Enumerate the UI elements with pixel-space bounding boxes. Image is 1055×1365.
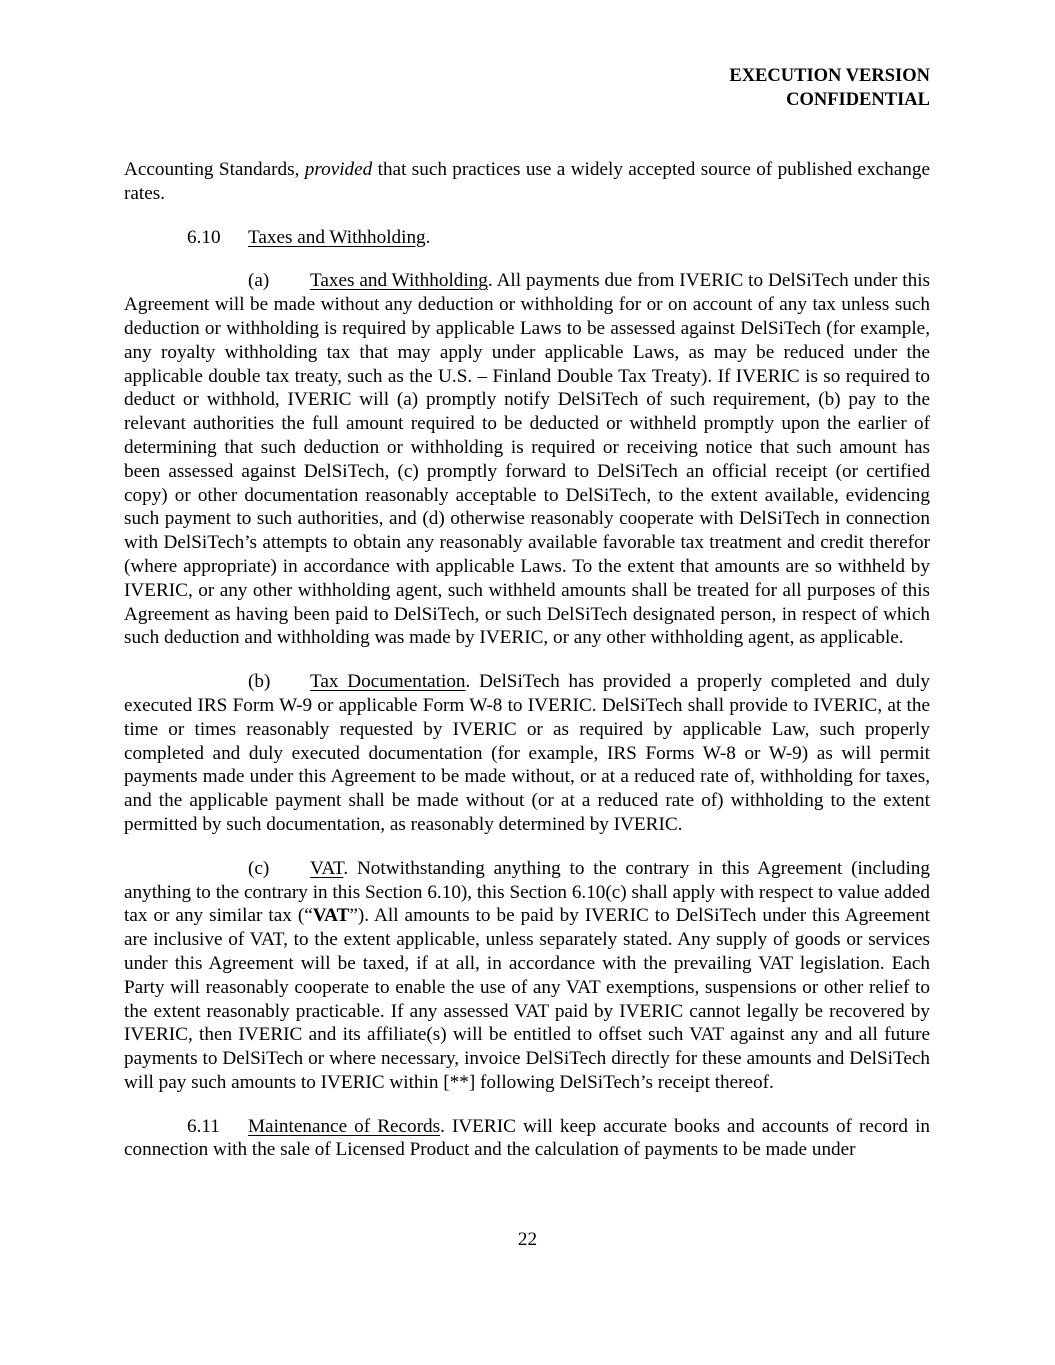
intro-text-after: that such practices use a widely accepted source of published exchange rates. bbox=[124, 159, 930, 204]
vat-defined-term: VAT bbox=[312, 905, 350, 927]
confidential-label: CONFIDENTIAL bbox=[786, 90, 930, 110]
subsection-text: . All payments due from IVERIC to DelSiTech under this Agreement will be made without any deduction or withholding for or on account of any tax unless such deduction or withholding is required by applicable Laws to be assessed against DelSiTech (for example, any royalty withholding tax that may apply under applicable Laws, as may be reduced under the applicable double tax treaty, such as the U.S. – Finland Double Tax Treaty). If IVERIC is so required to deduct or withhold, IVERIC will (a) promptly notify DelSiTech of such requirement, (b) pay to the relevant authorities the full amount required to be deducted or withheld promptly upon the earlier of determining that such deduction or withholding is required or receiving notice that such amount has been assessed against DelSiTech, (c) promptly forward to DelSiTech an official receipt (or certified copy) or other documentation reasonably acceptable to DelSiTech, to the extent available, evidencing such payment to such authorities, and (d) otherwise reasonably cooperate with DelSiTech in connection with DelSiTech’s attempts to obtain any reasonably available favorable tax treatment and credit therefor (where appropriate) in accordance with applicable Laws. To the extent that amounts are so withheld by IVERIC, or any other withholding agent, such withheld amounts shall be treated for all purposes of this Agreement as having been paid to DelSiTech, or such DelSiTech designated person, in respect of which such deduction and withholding was made by IVERIC, or any other withholding agent, as applicable. bbox=[124, 270, 930, 649]
subsection-text: . DelSiTech has provided a properly completed and duly executed IRS Form W-9 or applicable Form W-8 to IVERIC. DelSiTech shall provide to IVERIC, at the time or times reasonably requested by IVERIC or as required by applicable Law, such properly completed and duly executed documentation (for example, IRS Forms W-8 or W-9) as will permit payments made under this Agreement to be made without, or at a reduced rate of, withholding for taxes, and the applicable payment shall be made without (or at a reduced rate of) withholding to the extent permitted by such documentation, as reasonably determined by IVERIC. bbox=[124, 671, 930, 835]
section-text: . IVERIC will keep accurate books and accounts of record in connection with the sale of Licensed Product and the calculation of payments to be made under bbox=[124, 1115, 930, 1161]
subsection-b-paragraph bbox=[124, 670, 930, 837]
section-6-11-paragraph bbox=[124, 1115, 930, 1163]
subsection-text-after: ”). All amounts to be paid by IVERIC to DelSiTech under this Agreement are inclusive of VAT, to the extent applicable, unless separately stated. Any supply of goods or services under this Agreement will be taxed, if at all, in accordance with the prevailing VAT legislation. Each Party will reasonably cooperate to enable the use of any VAT exemptions, suspensions or other relief to the extent reasonably practicable. If any assessed VAT paid by IVERIC cannot legally be recovered by IVERIC, then IVERIC and its affiliate(s) will be entitled to offset such VAT against any and all future payments to DelSiTech or where necessary, invoice DelSiTech directly for these amounts and DelSiTech will pay such amounts to IVERIC within [**] following DelSiTech’s receipt thereof. bbox=[124, 905, 930, 1093]
subsection-label: (c) bbox=[248, 857, 270, 879]
document-body bbox=[124, 158, 930, 1182]
subsection-c-paragraph bbox=[124, 857, 930, 1095]
subsection-text-before: . Notwithstanding anything to the contrary in this Agreement (including anything to the contrary in this Section 6.10), this Section 6.10(c) shall apply with respect to value added tax or any similar tax (“ bbox=[124, 857, 930, 927]
page-number: 22 bbox=[517, 1229, 538, 1250]
section-number: 6.10 bbox=[187, 226, 221, 248]
intro-italic: provided bbox=[304, 159, 373, 180]
subsection-title: VAT bbox=[310, 857, 344, 879]
subsection-label: (b) bbox=[248, 671, 271, 693]
section-title-suffix: . bbox=[425, 226, 431, 248]
intro-text-before: Accounting Standards, bbox=[124, 159, 305, 180]
subsection-title: Taxes and Withholding bbox=[310, 270, 488, 292]
page-header bbox=[729, 64, 930, 112]
subsection-label: (a) bbox=[248, 270, 270, 292]
section-6-10-heading bbox=[187, 226, 930, 250]
intro-paragraph bbox=[124, 158, 930, 206]
subsection-a-paragraph bbox=[124, 269, 930, 650]
section-title: Taxes and Withholding bbox=[248, 226, 426, 248]
execution-version-label: EXECUTION VERSION bbox=[729, 66, 930, 86]
section-number: 6.11 bbox=[187, 1115, 220, 1137]
section-title: Maintenance of Records bbox=[248, 1115, 441, 1137]
subsection-title: Tax Documentation bbox=[310, 671, 466, 693]
